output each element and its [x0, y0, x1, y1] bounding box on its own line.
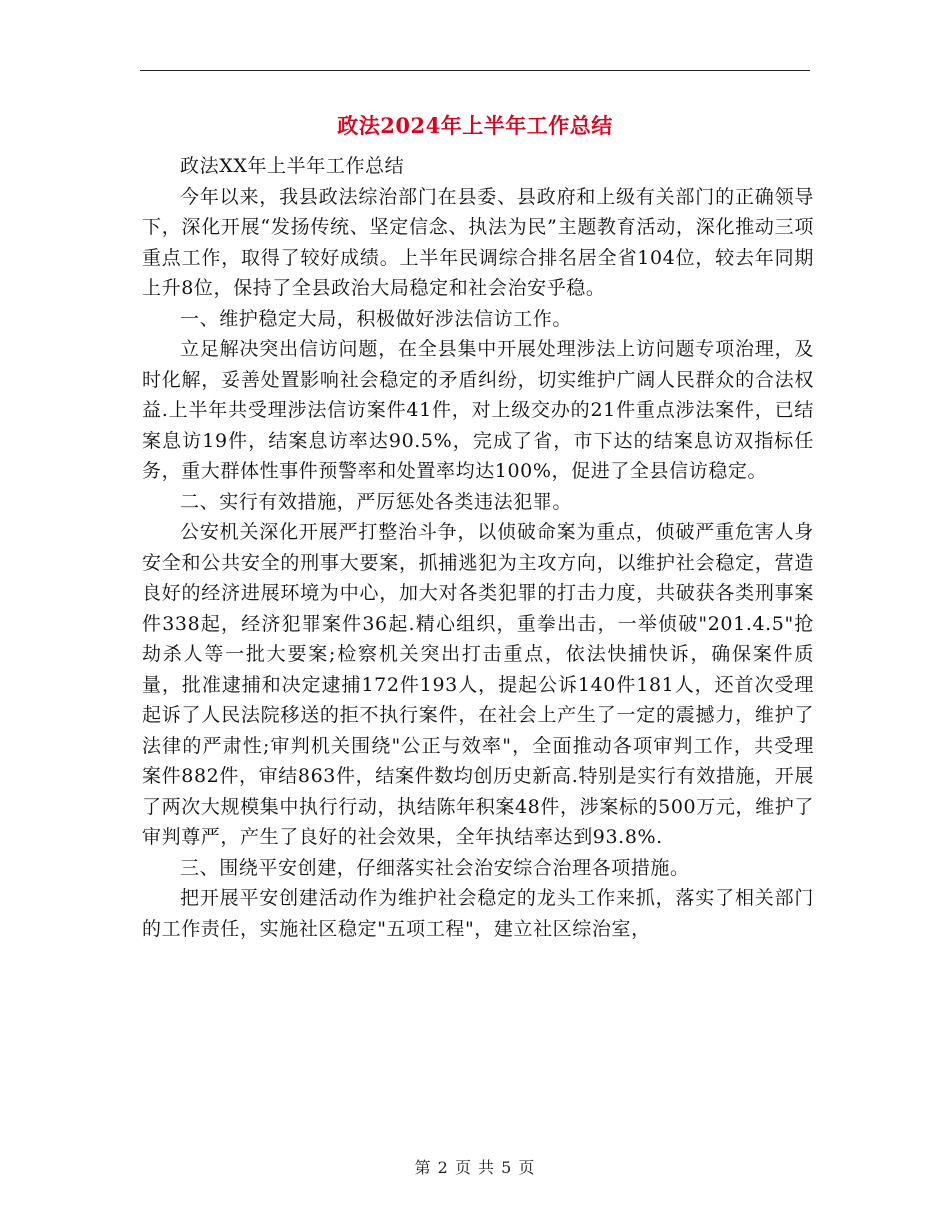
paragraph-intro: 今年以来，我县政法综治部门在县委、县政府和上级有关部门的正确领导下，深化开展“发扬传统、坚定信念、执法为民”主题教育活动，深化推动三项重点工作，取得了较好成绩。上半年民调综合排名居全省104位，较去年同期上升8位，保持了全县政治大局稳定和社会治安乎稳。: [142, 185, 814, 299]
document-title: 政法2024年上半年工作总结: [337, 113, 613, 138]
document-body: [142, 151, 814, 944]
paragraph-subtitle: 政法XX年上半年工作总结: [180, 155, 405, 177]
paragraph-section-2: 公安机关深化开展严打整治斗争，以侦破命案为重点，侦破严重危害人身安全和公共安全的刑事大要案，抓捕逃犯为主攻方向，以维护社会稳定，营造良好的经济进展环境为中心，加大对各类犯罪的打击力度，共破获各类刑事案件338起，经济犯罪案件36起.精心组织，重拳出击，一举侦破"201.4.5"抢劫杀人等一批大要案;检察机关突出打击重点，依法快捕快诉，确保案件质量，批准逮捕和决定逮捕172件193人，提起公诉140件181人，还首次受理起诉了人民法院移送的拒不执行案件，在社会上产生了一定的震撼力，维护了法律的严肃性;审判机关围绕"公正与效率"，全面推动各项审判工作，共受理案件882件，审结863件，结案件数均创历史新高.特别是实行有效措施，开展了两次大规模集中执行行动，执结陈年积案48件，涉案标的500万元，维护了审判尊严，产生了良好的社会效果，全年执结率达到93.8%.: [142, 521, 814, 848]
page-number: 第 2 页 共 5 页: [414, 1158, 536, 1177]
header-rule: [140, 70, 810, 71]
section-heading-2: 二、实行有效措施，严厉惩处各类违法犯罪。: [180, 490, 573, 513]
paragraph-section-3: 把开展平安创建活动作为维护社会稳定的龙头工作来抓，落实了相关部门的工作责任，实施社区稳定"五项工程"，建立社区综治室，: [142, 887, 814, 940]
section-heading-3: 三、围绕平安创建，仔细落实社会治安综合治理各项措施。: [180, 856, 690, 879]
paragraph-section-1: 立足解决突出信访问题，在全县集中开展处理涉法上访问题专项治理，及时化解，妥善处置影响社会稳定的矛盾纠纷，切实维护广阔人民群众的合法权益.上半年共受理涉法信访案件41件，对上级交办的21件重点涉法案件，已结案息访19件，结案息访率达90.5%，完成了省，市下达的结案息访双指标任务，重大群体性事件预警率和处置率均达100%，促进了全县信访稳定。: [142, 338, 814, 482]
section-heading-1: 一、维护稳定大局，积极做好涉法信访工作。: [180, 307, 573, 330]
